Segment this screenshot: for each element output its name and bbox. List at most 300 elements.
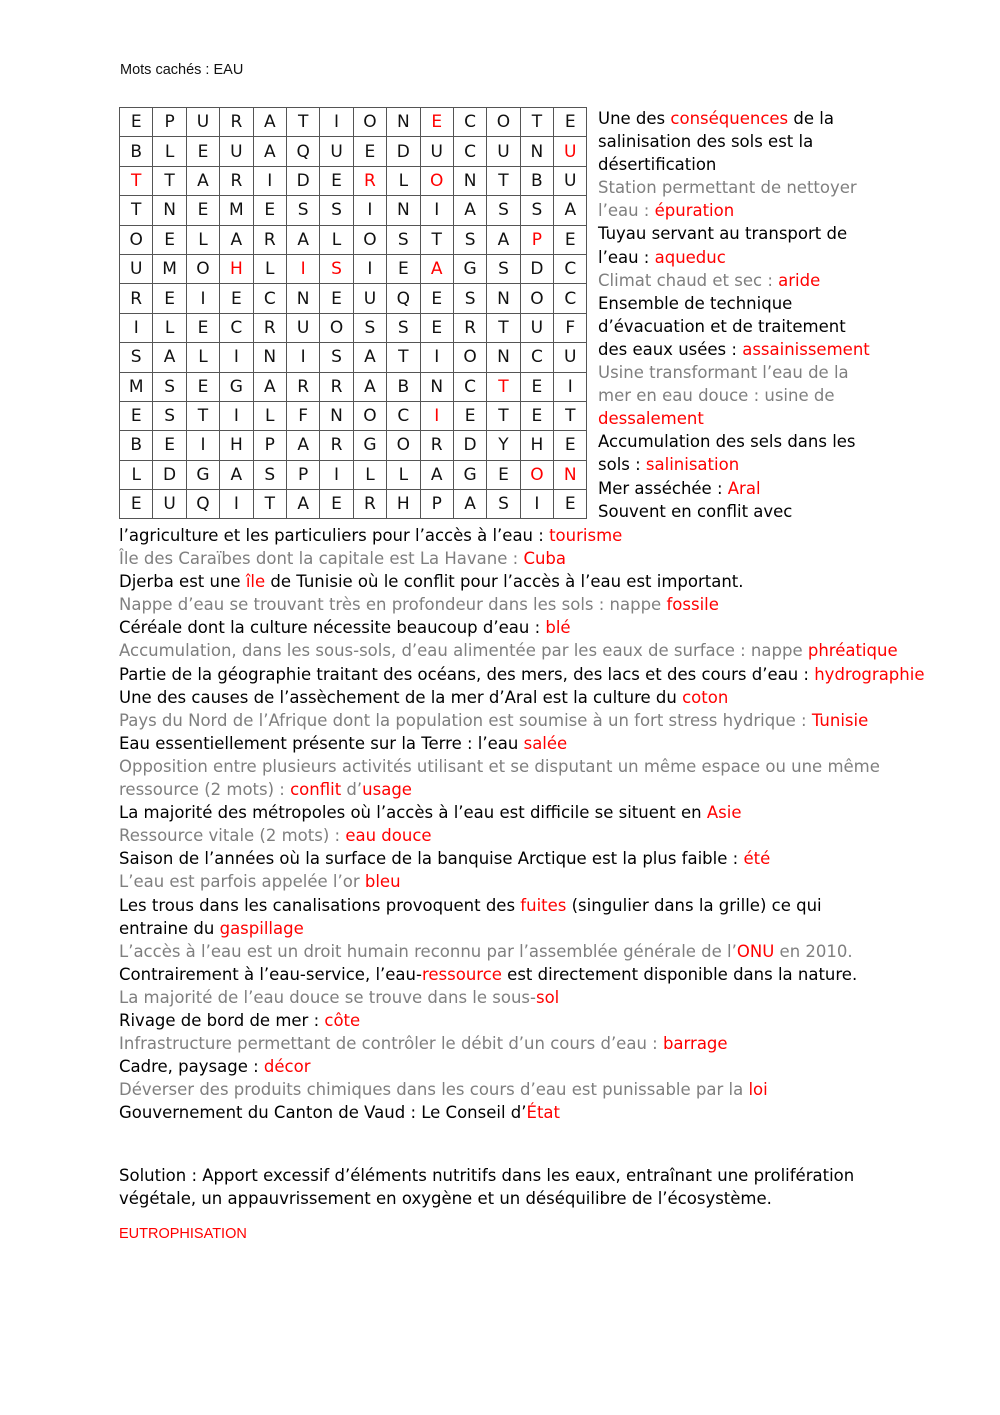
- grid-cell: M: [153, 254, 186, 283]
- clue-text: Une des causes de l’assèchement de la mer d’Aral est la culture du: [119, 687, 683, 707]
- grid-cell: N: [387, 108, 420, 137]
- grid-cell: A: [286, 490, 319, 519]
- grid-cell: E: [186, 137, 219, 166]
- grid-cell: T: [153, 166, 186, 195]
- grid-cell: Q: [387, 284, 420, 313]
- grid-cell: S: [320, 196, 353, 225]
- grid-cell: B: [120, 137, 153, 166]
- clue-text: Partie de la géographie traitant des océans, des mers, des lacs et des cours d’eau :: [119, 664, 815, 684]
- grid-cell: N: [153, 196, 186, 225]
- clue-answer: usage: [362, 780, 412, 800]
- grid-cell: E: [554, 431, 587, 460]
- grid-cell: L: [153, 137, 186, 166]
- grid-cell: I: [186, 284, 219, 313]
- grid-cell: E: [186, 372, 219, 401]
- clue-line: [598, 176, 898, 199]
- clue-text: Usine transformant l’eau de la: [598, 363, 849, 383]
- grid-cell: S: [320, 254, 353, 283]
- grid-row: [120, 343, 587, 372]
- grid-cell: G: [453, 254, 486, 283]
- grid-cell: E: [186, 313, 219, 342]
- clue-line: [119, 963, 949, 986]
- clue-text: l’agriculture et les particuliers pour l’accès à l’eau :: [119, 526, 550, 545]
- clue-text: Accumulation des sels dans les: [598, 432, 856, 452]
- clue-text: Souvent en conflit avec: [598, 501, 793, 521]
- grid-cell: P: [253, 431, 286, 460]
- clue-text: l’eau :: [598, 247, 655, 267]
- grid-cell: C: [453, 372, 486, 401]
- grid-cell: T: [120, 166, 153, 195]
- clue-line: [598, 292, 898, 315]
- clue-line: [119, 940, 949, 963]
- clue-line: [119, 686, 949, 709]
- grid-cell: R: [220, 108, 253, 137]
- clue-text: Climat chaud et sec :: [598, 270, 779, 290]
- grid-cell: I: [320, 460, 353, 489]
- grid-cell: F: [554, 313, 587, 342]
- clue-text: Mer asséchée :: [598, 478, 728, 498]
- clue-answer: sol: [535, 987, 560, 1007]
- solution-text: Solution : Apport excessif d’éléments nutritifs dans les eaux, entraînant une prolifération végétale, un appauvrissement en oxygène et un déséquilibre de l’écosystème.: [119, 1166, 855, 1209]
- grid-cell: S: [520, 196, 553, 225]
- grid-cell: O: [420, 166, 453, 195]
- grid-cell: I: [320, 108, 353, 137]
- grid-cell: U: [220, 137, 253, 166]
- grid-cell: I: [353, 196, 386, 225]
- grid-row: [120, 401, 587, 430]
- grid-row: [120, 225, 587, 254]
- grid-cell: H: [387, 490, 420, 519]
- grid-cell: A: [353, 343, 386, 372]
- grid-cell: U: [520, 313, 553, 342]
- grid-cell: A: [554, 196, 587, 225]
- grid-cell: I: [420, 196, 453, 225]
- clue-text: Déverser des produits chimiques dans les cours d’eau est punissable par la: [119, 1080, 749, 1100]
- clue-line: [598, 338, 898, 361]
- grid-cell: T: [487, 313, 520, 342]
- grid-cell: C: [554, 254, 587, 283]
- clue-answer: loi: [748, 1080, 768, 1100]
- clue-answer: État: [526, 1103, 560, 1123]
- grid-cell: L: [387, 166, 420, 195]
- clue-text: Île des Caraïbes dont la capitale est La Havane :: [119, 549, 524, 569]
- grid-row: [120, 196, 587, 225]
- grid-cell: E: [520, 372, 553, 401]
- grid-cell: E: [120, 490, 153, 519]
- grid-cell: A: [153, 343, 186, 372]
- grid-cell: B: [120, 431, 153, 460]
- clue-line: [119, 986, 949, 1009]
- clue-line: [119, 894, 949, 917]
- grid-cell: I: [554, 372, 587, 401]
- grid-cell: I: [120, 313, 153, 342]
- grid-cell: H: [220, 431, 253, 460]
- grid-cell: S: [153, 401, 186, 430]
- grid-cell: A: [420, 254, 453, 283]
- grid-cell: P: [153, 108, 186, 137]
- grid-cell: O: [487, 108, 520, 137]
- clue-line: [119, 1078, 949, 1101]
- grid-cell: U: [153, 490, 186, 519]
- grid-row: [120, 313, 587, 342]
- grid-cell: S: [487, 254, 520, 283]
- grid-cell: I: [220, 401, 253, 430]
- grid-row: [120, 490, 587, 519]
- grid-cell: I: [186, 431, 219, 460]
- grid-cell: L: [153, 313, 186, 342]
- grid-cell: R: [453, 313, 486, 342]
- clue-answer: phréatique: [807, 641, 898, 661]
- grid-cell: U: [487, 137, 520, 166]
- clue-answer: épuration: [654, 201, 735, 221]
- grid-cell: S: [487, 196, 520, 225]
- grid-cell: S: [286, 196, 319, 225]
- clue-text: (singulier dans la grille) ce qui: [566, 895, 822, 915]
- clue-answer: aqueduc: [654, 247, 726, 267]
- grid-cell: R: [353, 166, 386, 195]
- grid-cell: T: [186, 401, 219, 430]
- clue-line: [598, 107, 898, 130]
- grid-cell: T: [554, 401, 587, 430]
- grid-cell: G: [353, 431, 386, 460]
- grid-cell: M: [120, 372, 153, 401]
- clue-text: mer en eau douce : usine de: [598, 386, 835, 406]
- clue-line: [119, 1032, 949, 1055]
- grid-cell: S: [387, 225, 420, 254]
- clue-line: [598, 199, 898, 222]
- grid-cell: R: [253, 225, 286, 254]
- grid-cell: A: [286, 431, 319, 460]
- clue-line: [119, 616, 949, 639]
- grid-cell: O: [387, 431, 420, 460]
- clue-text: Infrastructure permettant de contrôler le débit d’un cours d’eau :: [119, 1034, 663, 1054]
- clue-text: L’accès à l’eau est un droit humain reconnu par l’assemblée générale de l’: [119, 941, 737, 961]
- clue-text: La majorité de l’eau douce se trouve dans le sous-: [119, 987, 536, 1007]
- grid-cell: E: [153, 225, 186, 254]
- grid-cell: R: [286, 372, 319, 401]
- clue-answer: salinisation: [645, 455, 740, 475]
- grid-cell: N: [253, 343, 286, 372]
- grid-cell: O: [120, 225, 153, 254]
- grid-cell: E: [353, 137, 386, 166]
- grid-cell: E: [120, 401, 153, 430]
- grid-cell: E: [520, 401, 553, 430]
- grid-cell: N: [320, 401, 353, 430]
- grid-row: [120, 254, 587, 283]
- clue-answer: ressource: [421, 964, 502, 984]
- grid-cell: N: [487, 343, 520, 372]
- grid-cell: E: [420, 313, 453, 342]
- grid-cell: U: [120, 254, 153, 283]
- grid-cell: D: [286, 166, 319, 195]
- clue-text: Céréale dont la culture nécessite beaucoup d’eau :: [119, 618, 546, 638]
- grid-cell: T: [286, 108, 319, 137]
- grid-cell: E: [220, 284, 253, 313]
- grid-cell: A: [253, 108, 286, 137]
- grid-cell: L: [353, 460, 386, 489]
- grid-cell: A: [453, 196, 486, 225]
- clue-line: [119, 778, 949, 801]
- clue-answer: bleu: [364, 872, 401, 892]
- clue-text: Station permettant de nettoyer: [598, 178, 857, 198]
- grid-cell: R: [320, 431, 353, 460]
- grid-cell: O: [353, 401, 386, 430]
- clue-answer: gaspillage: [219, 918, 304, 938]
- clue-answer: dessalement: [598, 409, 704, 429]
- grid-cell: T: [487, 372, 520, 401]
- clue-line: [119, 1009, 949, 1032]
- clue-answer: conflit: [290, 780, 342, 800]
- clue-text: est directement disponible dans la nature.: [501, 964, 858, 984]
- clue-answer: fuites: [520, 895, 567, 915]
- grid-cell: I: [220, 343, 253, 372]
- grid-cell: D: [387, 137, 420, 166]
- grid-cell: S: [320, 343, 353, 372]
- clue-line: [119, 1101, 949, 1124]
- clue-answer: conséquences: [670, 109, 789, 128]
- grid-cell: C: [253, 284, 286, 313]
- clue-line: [119, 801, 949, 824]
- clue-text: Ensemble de technique: [598, 293, 793, 313]
- grid-cell: R: [420, 431, 453, 460]
- grid-cell: A: [186, 166, 219, 195]
- grid-cell: N: [387, 196, 420, 225]
- grid-row: [120, 460, 587, 489]
- grid-cell: E: [186, 196, 219, 225]
- clue-answer: Tunisie: [811, 710, 869, 730]
- clue-line: [598, 269, 898, 292]
- clue-answer: barrage: [662, 1034, 728, 1054]
- clue-answer: Asie: [706, 803, 742, 823]
- grid-cell: E: [554, 225, 587, 254]
- grid-cell: S: [353, 313, 386, 342]
- grid-cell: A: [286, 225, 319, 254]
- clue-text: Cadre, paysage :: [119, 1057, 264, 1077]
- grid-cell: E: [554, 490, 587, 519]
- clue-line: [598, 500, 898, 523]
- grid-cell: H: [220, 254, 253, 283]
- clue-answer: île: [245, 572, 266, 592]
- grid-cell: L: [186, 225, 219, 254]
- clue-answer: hydrographie: [814, 664, 925, 684]
- grid-cell: S: [120, 343, 153, 372]
- solution-answer: EUTROPHISATION: [119, 1226, 247, 1242]
- grid-cell: U: [554, 137, 587, 166]
- grid-cell: P: [286, 460, 319, 489]
- clue-line: [119, 870, 949, 893]
- grid-cell: U: [554, 166, 587, 195]
- grid-cell: B: [520, 166, 553, 195]
- grid-cell: E: [120, 108, 153, 137]
- grid-cell: C: [453, 137, 486, 166]
- clue-answer: aride: [778, 270, 821, 290]
- clue-line: [598, 453, 898, 476]
- grid-cell: N: [487, 284, 520, 313]
- grid-cell: I: [420, 401, 453, 430]
- clue-text: La majorité des métropoles où l’accès à l’eau est difficile se situent en: [119, 803, 707, 823]
- grid-cell: E: [487, 460, 520, 489]
- clue-text: en 2010.: [774, 941, 853, 961]
- grid-cell: L: [120, 460, 153, 489]
- grid-cell: G: [186, 460, 219, 489]
- clue-text: Rivage de bord de mer :: [119, 1010, 325, 1030]
- grid-cell: T: [253, 490, 286, 519]
- grid-cell: T: [487, 166, 520, 195]
- grid-cell: U: [286, 313, 319, 342]
- clue-text: Djerba est une: [119, 572, 246, 592]
- clue-line: [119, 570, 949, 593]
- grid-cell: S: [153, 372, 186, 401]
- grid-cell: L: [387, 460, 420, 489]
- grid-cell: O: [353, 108, 386, 137]
- clue-line: [119, 847, 949, 870]
- clue-text: des eaux usées :: [598, 339, 743, 359]
- grid-cell: I: [353, 254, 386, 283]
- grid-cell: S: [453, 284, 486, 313]
- grid-cell: U: [554, 343, 587, 372]
- clue-text: Opposition entre plusieurs activités utilisant et se disputant un même espace ou une même: [119, 756, 880, 776]
- clue-line: [598, 315, 898, 338]
- clue-list-main: [119, 524, 949, 1124]
- grid-cell: G: [453, 460, 486, 489]
- grid-cell: U: [353, 284, 386, 313]
- grid-cell: E: [153, 431, 186, 460]
- grid-cell: L: [253, 254, 286, 283]
- clue-answer: eau douce: [345, 826, 432, 846]
- grid-cell: E: [320, 284, 353, 313]
- grid-cell: E: [420, 108, 453, 137]
- grid-cell: S: [253, 460, 286, 489]
- grid-cell: U: [420, 137, 453, 166]
- clue-text: Accumulation, dans les sous-sols, d’eau alimentée par les eaux de surface : nappe: [119, 641, 808, 661]
- grid-cell: I: [286, 343, 319, 372]
- clue-line: [119, 1055, 949, 1078]
- grid-row: [120, 137, 587, 166]
- grid-cell: I: [420, 343, 453, 372]
- grid-cell: R: [253, 313, 286, 342]
- grid-cell: O: [353, 225, 386, 254]
- clue-text: Tuyau servant au transport de: [598, 224, 848, 244]
- clue-text: Nappe d’eau se trouvant très en profondeur dans les sols : nappe: [119, 595, 667, 615]
- clue-answer: assainissement: [742, 339, 870, 359]
- grid-cell: R: [220, 166, 253, 195]
- grid-cell: C: [220, 313, 253, 342]
- grid-cell: C: [520, 343, 553, 372]
- clue-line: [119, 524, 949, 547]
- grid-row: [120, 108, 587, 137]
- grid-cell: O: [320, 313, 353, 342]
- grid-cell: L: [253, 401, 286, 430]
- grid-cell: E: [420, 284, 453, 313]
- clue-line: [119, 663, 949, 686]
- clue-text: de la: [788, 109, 834, 128]
- grid-cell: Q: [286, 137, 319, 166]
- clue-text: sols :: [598, 455, 646, 475]
- clue-text: Eau essentiellement présente sur la Terre : l’eau: [119, 733, 524, 753]
- grid-cell: N: [520, 137, 553, 166]
- grid-cell: N: [286, 284, 319, 313]
- grid-cell: T: [420, 225, 453, 254]
- grid-cell: M: [220, 196, 253, 225]
- clue-answer: tourisme: [549, 526, 623, 545]
- grid-cell: C: [387, 401, 420, 430]
- clue-answer: fossile: [666, 595, 719, 615]
- grid-row: [120, 166, 587, 195]
- clue-answer: côte: [324, 1010, 361, 1030]
- clue-line: [598, 130, 898, 153]
- grid-cell: Y: [487, 431, 520, 460]
- grid-cell: T: [120, 196, 153, 225]
- grid-cell: A: [487, 225, 520, 254]
- clue-line: [119, 755, 949, 778]
- grid-cell: P: [420, 490, 453, 519]
- clue-line: [119, 732, 949, 755]
- grid-cell: A: [253, 372, 286, 401]
- clue-text: Ressource vitale (2 mots) :: [119, 826, 346, 846]
- word-search-grid: [119, 107, 587, 519]
- clue-line: [598, 430, 898, 453]
- grid-cell: C: [453, 108, 486, 137]
- grid-cell: N: [554, 460, 587, 489]
- clue-text: salinisation des sols est la: [598, 132, 814, 152]
- clue-answer: ONU: [736, 941, 775, 961]
- grid-cell: A: [420, 460, 453, 489]
- grid-cell: E: [253, 196, 286, 225]
- grid-cell: T: [520, 108, 553, 137]
- grid-cell: Q: [186, 490, 219, 519]
- grid-cell: L: [320, 225, 353, 254]
- grid-cell: I: [286, 254, 319, 283]
- clue-line: [119, 709, 949, 732]
- grid-cell: I: [220, 490, 253, 519]
- clue-answer: blé: [545, 618, 571, 638]
- clue-line: [598, 477, 898, 500]
- clue-line: [119, 917, 949, 940]
- grid-cell: R: [353, 490, 386, 519]
- clue-text: Pays du Nord de l’Afrique dont la population est soumise à un fort stress hydrique :: [119, 710, 812, 730]
- clue-answer: été: [743, 849, 771, 869]
- grid-cell: D: [153, 460, 186, 489]
- grid-cell: E: [387, 254, 420, 283]
- clue-text: Les trous dans les canalisations provoquent des: [119, 895, 521, 915]
- grid-cell: O: [520, 460, 553, 489]
- grid-cell: S: [387, 313, 420, 342]
- grid-cell: A: [253, 137, 286, 166]
- clue-answer: Aral: [727, 478, 761, 498]
- grid-row: [120, 431, 587, 460]
- grid-cell: E: [320, 490, 353, 519]
- grid-cell: A: [220, 225, 253, 254]
- grid-cell: E: [320, 166, 353, 195]
- grid-cell: D: [520, 254, 553, 283]
- clue-line: [119, 547, 949, 570]
- grid-cell: C: [554, 284, 587, 313]
- clue-line: [119, 593, 949, 616]
- grid-cell: U: [320, 137, 353, 166]
- grid-cell: H: [520, 431, 553, 460]
- grid-cell: A: [453, 490, 486, 519]
- clue-text: désertification: [598, 155, 717, 175]
- page-title: Mots cachés : EAU: [120, 62, 244, 78]
- grid-cell: A: [353, 372, 386, 401]
- clue-line: [598, 153, 898, 176]
- grid-cell: L: [186, 343, 219, 372]
- grid-cell: S: [487, 490, 520, 519]
- grid-cell: A: [220, 460, 253, 489]
- grid-cell: S: [453, 225, 486, 254]
- grid-cell: E: [453, 401, 486, 430]
- grid-cell: D: [453, 431, 486, 460]
